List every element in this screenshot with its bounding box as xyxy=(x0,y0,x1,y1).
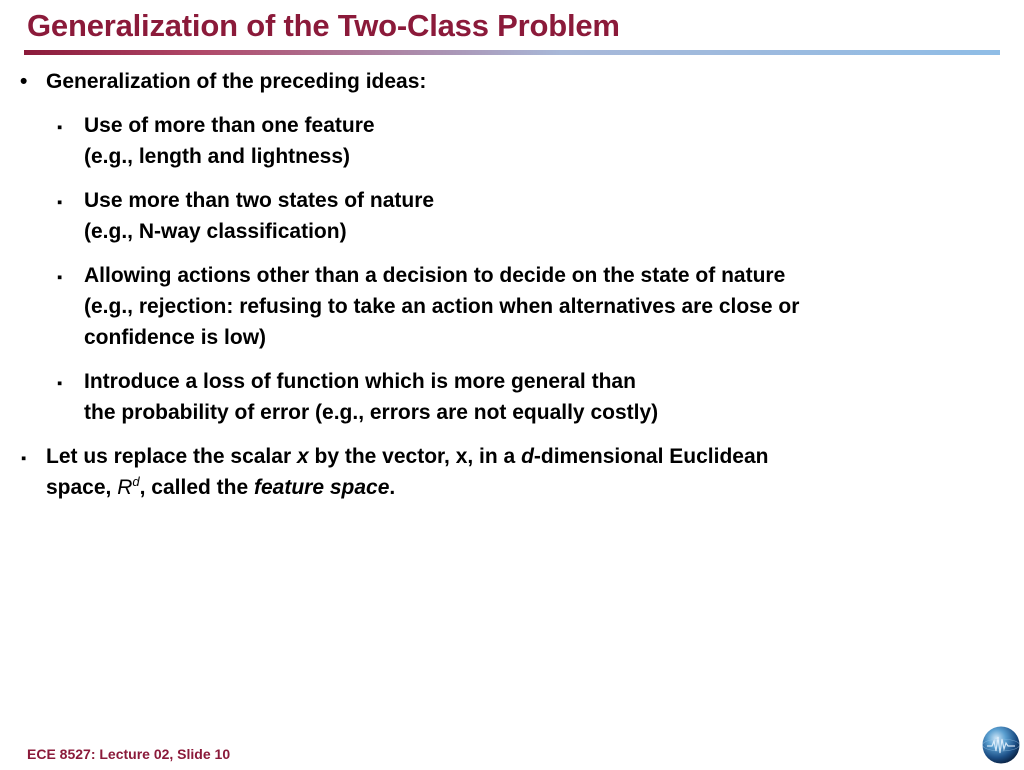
sub-bullet-line: Use of more than one feature xyxy=(84,114,375,137)
slide-body xyxy=(0,66,1024,516)
sub-bullet-more-features xyxy=(0,110,1024,172)
text-run: space, xyxy=(46,476,118,499)
text-run: , called the xyxy=(139,476,254,499)
bullet-dot-icon: • xyxy=(20,70,28,93)
text-run: Let us replace the scalar xyxy=(46,445,297,468)
sub-bullet-line: (e.g., length and lightness) xyxy=(84,145,351,168)
bullet-text: Generalization of the preceding ideas: xyxy=(46,70,427,93)
space-superscript-d: d xyxy=(132,474,140,489)
square-bullet-icon: ▪ xyxy=(57,119,63,136)
sub-bullet-other-actions xyxy=(0,260,1024,353)
sub-bullet-line: (e.g., rejection: refusing to take an action when alternatives are close or xyxy=(84,295,800,318)
title-divider xyxy=(24,50,1000,55)
text-run: -dimensional Euclidean xyxy=(533,445,769,468)
square-bullet-icon: ▪ xyxy=(57,375,63,392)
slide-footer: ECE 8527: Lecture 02, Slide 10 xyxy=(27,746,231,762)
text-run: by the vector, x, in a xyxy=(308,445,522,468)
feature-space-term: feature space xyxy=(254,476,390,499)
sub-bullet-line: Allowing actions other than a decision to decide on the state of nature xyxy=(84,264,786,287)
sub-bullet-loss-function xyxy=(0,366,1024,428)
square-bullet-icon: ▪ xyxy=(21,450,27,467)
bullet-feature-space xyxy=(0,441,1024,503)
sub-bullet-line: confidence is low) xyxy=(84,326,267,349)
text-run: . xyxy=(389,476,396,499)
sub-bullet-more-states xyxy=(0,185,1024,247)
sub-bullet-line: (e.g., N-way classification) xyxy=(84,220,347,243)
square-bullet-icon: ▪ xyxy=(57,194,63,211)
square-bullet-icon: ▪ xyxy=(57,269,63,286)
globe-logo-icon xyxy=(981,725,1021,765)
sub-bullet-line: Use more than two states of nature xyxy=(84,189,435,212)
bullet-line xyxy=(46,472,1024,503)
space-symbol-r: R xyxy=(117,476,133,499)
sub-bullet-line: Introduce a loss of function which is more general than xyxy=(84,370,636,393)
scalar-x: x xyxy=(296,445,309,468)
dimension-d: d xyxy=(521,445,534,468)
bullet-line xyxy=(46,441,1024,472)
bullet-generalization xyxy=(0,66,1024,97)
sub-bullet-line: the probability of error (e.g., errors are not equally costly) xyxy=(84,401,659,424)
slide-title: Generalization of the Two-Class Problem xyxy=(27,8,620,43)
